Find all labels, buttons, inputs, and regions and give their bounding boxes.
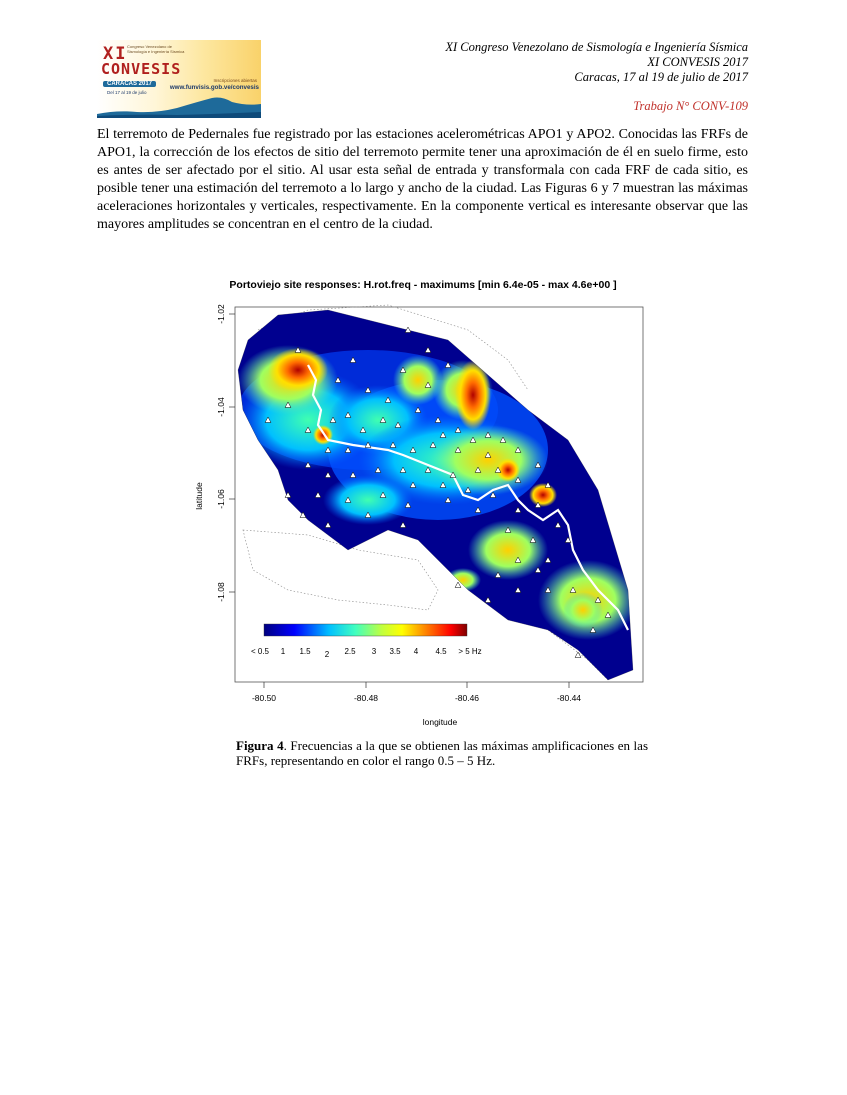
logo-url: www.funvisis.gob.ve/convesis	[169, 84, 259, 91]
convesis-logo	[97, 40, 261, 118]
header-line-3: Caracas, 17 al 19 de julio de 2017	[574, 70, 748, 84]
y-tick-1: -1.02	[216, 304, 226, 324]
y-tick-3: -1.06	[216, 489, 226, 509]
colorbar-label: 1.5	[299, 647, 311, 656]
colorbar-label: 2	[324, 650, 330, 659]
x-axis	[252, 682, 581, 727]
x-axis-label: longitude	[422, 717, 458, 727]
colorbar-label: > 5 Hz	[458, 647, 482, 656]
colorbar-label: 4.5	[435, 647, 447, 656]
colorbar-label: 2.5	[344, 647, 356, 656]
logo-badge: CARACAS 2017	[103, 81, 156, 87]
mountain-graphic	[97, 92, 261, 118]
site-response-map-figure	[188, 270, 658, 735]
x-tick-2: -80.48	[353, 693, 379, 703]
figure-title: Portoviejo site responses: H.rot.freq - maximums [min 6.4e-05 - max 4.6e+00 ]	[229, 279, 617, 291]
caption-text: . Frecuencias a la que se obtienen las máximas amplificaciones en las FRFs, representando en color el rango 0.5 – 5 Hz.	[236, 738, 648, 768]
logo-inscriptions: Inscripciones abiertas	[213, 78, 257, 83]
colorbar-label: 3.5	[389, 647, 401, 656]
colorbar	[264, 624, 467, 636]
colorbar-label: < 0.5	[250, 647, 270, 656]
y-tick-2: -1.04	[216, 397, 226, 417]
header-line-2: XI CONVESIS 2017	[647, 55, 748, 69]
conference-header	[445, 40, 748, 114]
logo-subtitle: Congreso Venezolano de Sismología e Ingeniería Sísmica	[127, 44, 185, 54]
x-tick-4: -80.44	[556, 693, 582, 703]
figure-caption	[236, 738, 648, 768]
colorbar-label: 4	[413, 647, 419, 656]
x-tick-3: -80.46	[454, 693, 480, 703]
body-paragraph: El terremoto de Pedernales fue registrado por las estaciones acelerométricas APO1 y APO2. Conocidas las FRFs de APO1, la corrección de los efectos de sitio del terremoto permite tener una aproximación de él en suelo firme, esto es antes de ser afectado por el sitio. Al usar esta señal de entrada y transformala con cada FRF de cada sitio, es posible tener una estimación del terremoto a lo largo y ancho de la ciudad. Las Figuras 6 y 7 muestran las máximas aceleraciones horizontales y verticales, respectivamente. En la componente vertical es interesante observar que las mayores amplitudes se concentran en el centro de la ciudad.	[97, 127, 748, 232]
logo-dates: Del 17 al 19 de julio	[107, 90, 147, 95]
y-axis-label: latitude	[194, 482, 204, 510]
x-tick-1: -80.50	[251, 693, 277, 703]
paper-number: Trabajo N° CONV-109	[633, 99, 748, 113]
header-line-1: XI Congreso Venezolano de Sismología e Ingeniería Sísmica	[445, 40, 748, 54]
logo-xi: XI	[103, 44, 128, 64]
colorbar-label: 1	[280, 647, 286, 656]
y-tick-4: -1.08	[216, 582, 226, 602]
y-axis	[194, 304, 235, 602]
caption-label: Figura 4	[236, 738, 284, 753]
colorbar-label: 3	[371, 647, 377, 656]
logo-convesis: CONVESIS	[101, 60, 182, 78]
